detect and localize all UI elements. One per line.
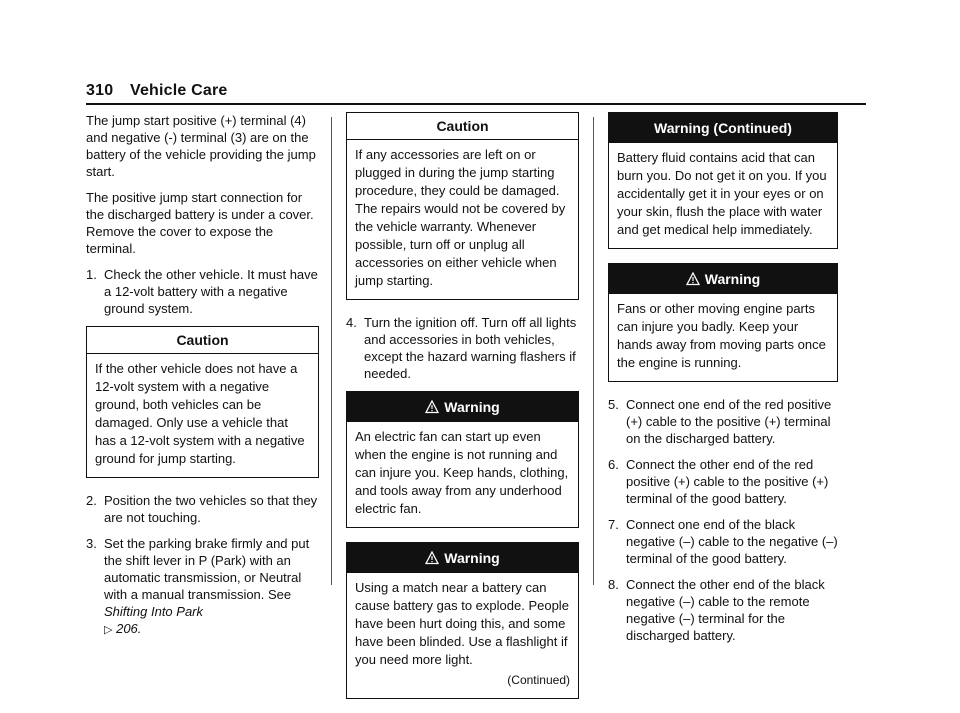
warning-body-3: Fans or other moving engine parts can injure you badly. Keep your hands away from moving parts once the engine is running. [617,301,826,370]
warning-box-2 [346,542,579,699]
warning-triangle-icon [425,400,439,414]
page-number: 310 [86,82,114,99]
caution-body: If the other vehicle does not have a 12-volt system with a negative ground, both vehicles can be damaged. Only use a vehicle that has a 12-volt system with a negative ground for jump starting. [95,361,305,466]
caution-title-2: Caution [347,113,578,140]
warning-continued-title: Warning (Continued) [609,113,837,143]
warning-title-3: Warning [704,271,761,287]
caution-box [86,326,319,478]
cross-reference-link[interactable]: Shifting Into Park [104,604,203,619]
warning-box-continued [608,112,838,249]
step-4: 4. Turn the ignition off. Turn off all lights and accessories in both vehicles, except the hazard warning flashers if needed. [346,315,577,381]
step-8: 8. Connect the other end of the black negative (–) cable to the remote negative (–) terminal for the discharged battery. [608,577,825,643]
caution-body-2: If any accessories are left on or plugged in during the jump starting procedure, they could be damaged. The repairs would not be covered by the vehicle warranty. Whenever possible, turn off or unplug all accessories on either vehicle when jump starting. [355,147,566,288]
page-header [86,82,228,100]
step-3: 3. Set the parking brake firmly and put the shift lever in P (Park) with an automatic transmission, or Neutral with a manual transmission. See Shifting Into Park ▷ 206. [86,536,310,636]
caution-title: Caution [87,327,318,354]
step-2: 2. Position the two vehicles so that they are not touching. [86,493,318,525]
step-7: 7. Connect one end of the black negative (–) cable to the negative (–) terminal of the good battery. [608,517,838,566]
warning-box-1 [346,391,579,528]
column-2 [346,112,579,713]
cross-reference-page[interactable]: 206. [116,621,142,636]
warning-triangle-icon [686,272,700,286]
column-divider-1 [331,117,332,585]
header-rule [86,103,866,105]
page-ref-arrow-icon: ▷ [104,624,113,636]
column-1 [86,112,319,648]
warning-title-2: Warning [444,550,500,566]
intro-paragraph-1: The jump start positive (+) terminal (4) and negative (-) terminal (3) are on the battery of the vehicle providing the jump start. [86,113,316,179]
column-divider-2 [593,117,594,585]
warning-title-1: Warning [444,399,500,415]
warning-body-2: Using a match near a battery can cause battery gas to explode. People have been hurt doing this, and some have been blinded. Use a flashlight if you need more light. [355,580,569,667]
warning-body-1: An electric fan can start up even when the engine is not running and can injure you. Keep hands, clothing, and tools away from any underhood electric fan. [355,429,569,516]
step-6: 6. Connect the other end of the red positive (+) cable to the positive (+) terminal of the good battery. [608,457,829,506]
step-1: 1. Check the other vehicle. It must have a 12-volt battery with a negative ground system. [86,267,318,316]
caution-box-2 [346,112,579,300]
step-5: 5. Connect one end of the red positive (+) cable to the positive (+) terminal on the discharged battery. [608,397,832,446]
warning-box-3 [608,263,838,382]
column-3 [608,112,838,653]
continued-label: (Continued) [507,673,570,687]
section-title: Vehicle Care [129,82,228,99]
warning-triangle-icon [425,551,439,565]
intro-paragraph-2: The positive jump start connection for the discharged battery is under a cover. Remove the cover to expose the terminal. [86,190,314,256]
warning-continued-body: Battery fluid contains acid that can burn you. Do not get it on you. If you accidentally get it in your eyes or on your skin, flush the place with water and get medical help immediately. [617,150,827,237]
